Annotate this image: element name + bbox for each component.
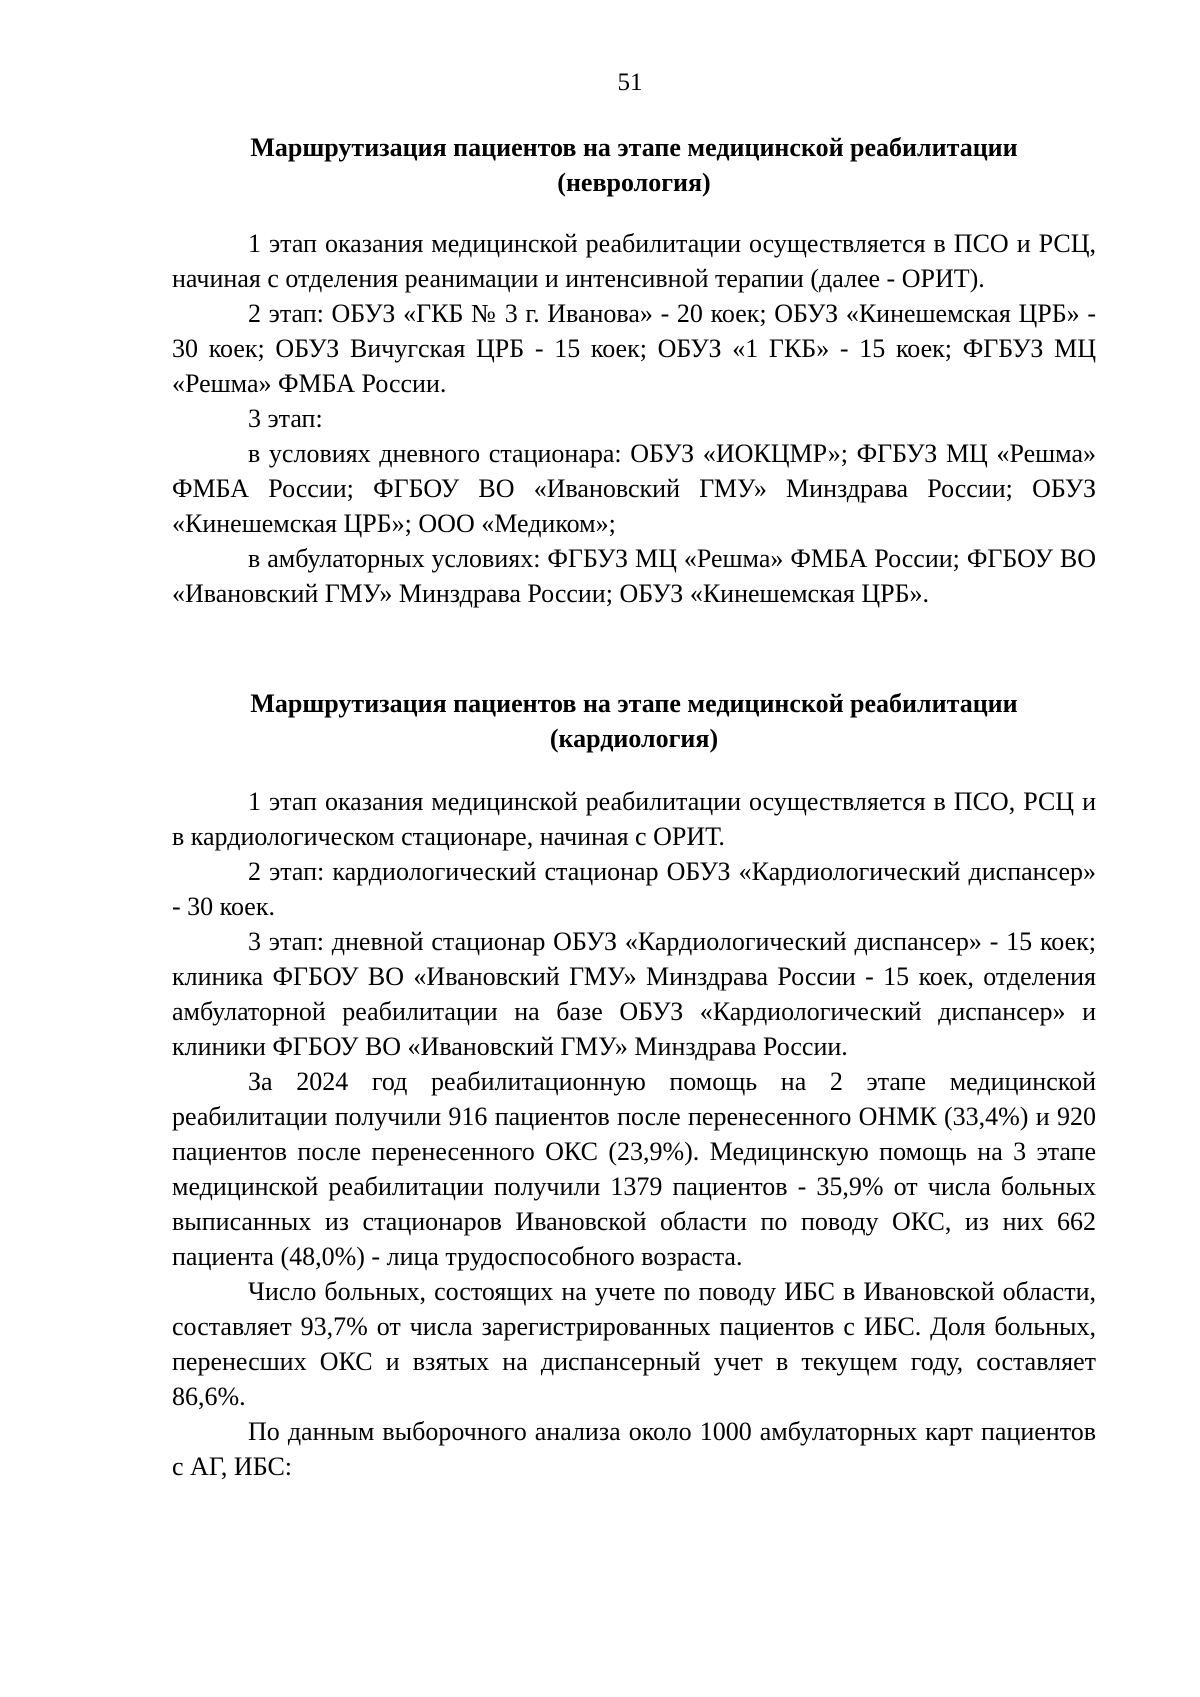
paragraph: За 2024 год реабилитационную помощь на 2 этапе медицинской реабилитации получили 916 пациентов после перенесенного ОНМК (33,4%) и 920 пациентов после перенесенного ОКС (23,9%). Медицинскую помощь на 3 этапе медицинской реабилитации получили 1379 пациентов - 35,9% от числа больных выписанных из стационаров Ивановской области по поводу ОКС, из них 662 пациента (48,0%) - лица трудоспособного возраста. [172, 1067, 1096, 1271]
section-heading-neurology [172, 130, 1096, 200]
paragraph: 2 этап: кардиологический стационар ОБУЗ «Кардиологический диспансер» - 30 коек. [172, 857, 1096, 921]
section-heading-subtitle: (кардиология) [549, 724, 719, 753]
paragraph: в амбулаторных условиях: ФГБУЗ МЦ «Решма» ФМБА России; ФГБОУ ВО «Ивановский ГМУ» Минздрава России; ОБУЗ «Кинешемская ЦРБ». [172, 544, 1096, 608]
paragraph: 1 этап оказания медицинской реабилитации осуществляется в ПСО, РСЦ и в кардиологическом стационаре, начиная с ОРИТ. [172, 787, 1096, 851]
paragraph: 2 этап: ОБУЗ «ГКБ № 3 г. Иванова» - 20 коек; ОБУЗ «Кинешемская ЦРБ» - 30 коек; ОБУЗ Вичугская ЦРБ - 15 коек; ОБУЗ «1 ГКБ» - 15 коек; ФГБУЗ МЦ «Решма» ФМБА России. [172, 299, 1096, 398]
paragraph: 3 этап: [248, 404, 323, 433]
paragraph: По данным выборочного анализа около 1000 амбулаторных карт пациентов с АГ, ИБС: [172, 1417, 1096, 1481]
section-body-neurology [172, 226, 1096, 611]
paragraph: 1 этап оказания медицинской реабилитации осуществляется в ПСО и РСЦ, начиная с отделения реанимации и интенсивной терапии (далее - ОРИТ). [172, 229, 1096, 293]
page-number: 51 [617, 69, 643, 96]
paragraph: Число больных, состоящих на учете по поводу ИБС в Ивановской области, составляет 93,7% от числа зарегистрированных пациентов с ИБС. Доля больных, перенесших ОКС и взятых на диспансерный учет в текущем году, составляет 86,6%. [172, 1277, 1096, 1411]
section-body-cardiology [172, 784, 1096, 1484]
section-heading-line: Маршрутизация пациентов на этапе медицинской реабилитации [250, 689, 1018, 718]
section-heading-line: Маршрутизация пациентов на этапе медицинской реабилитации [250, 133, 1018, 162]
paragraph: 3 этап: дневной стационар ОБУЗ «Кардиологический диспансер» - 15 коек; клиника ФГБОУ ВО «Ивановский ГМУ» Минздрава России - 15 коек, отделения амбулаторной реабилитации на базе ОБУЗ «Кардиологический диспансер» и клиники ФГБОУ ВО «Ивановский ГМУ» Минздрава России. [172, 927, 1096, 1061]
section-heading-subtitle: (неврология) [557, 168, 711, 197]
paragraph: в условиях дневного стационара: ОБУЗ «ИОКЦМР»; ФГБУЗ МЦ «Решма» ФМБА России; ФГБОУ ВО «Ивановский ГМУ» Минздрава России; ОБУЗ «Кинешемская ЦРБ»; ООО «Медиком»; [172, 439, 1096, 538]
section-heading-cardiology [172, 686, 1096, 756]
